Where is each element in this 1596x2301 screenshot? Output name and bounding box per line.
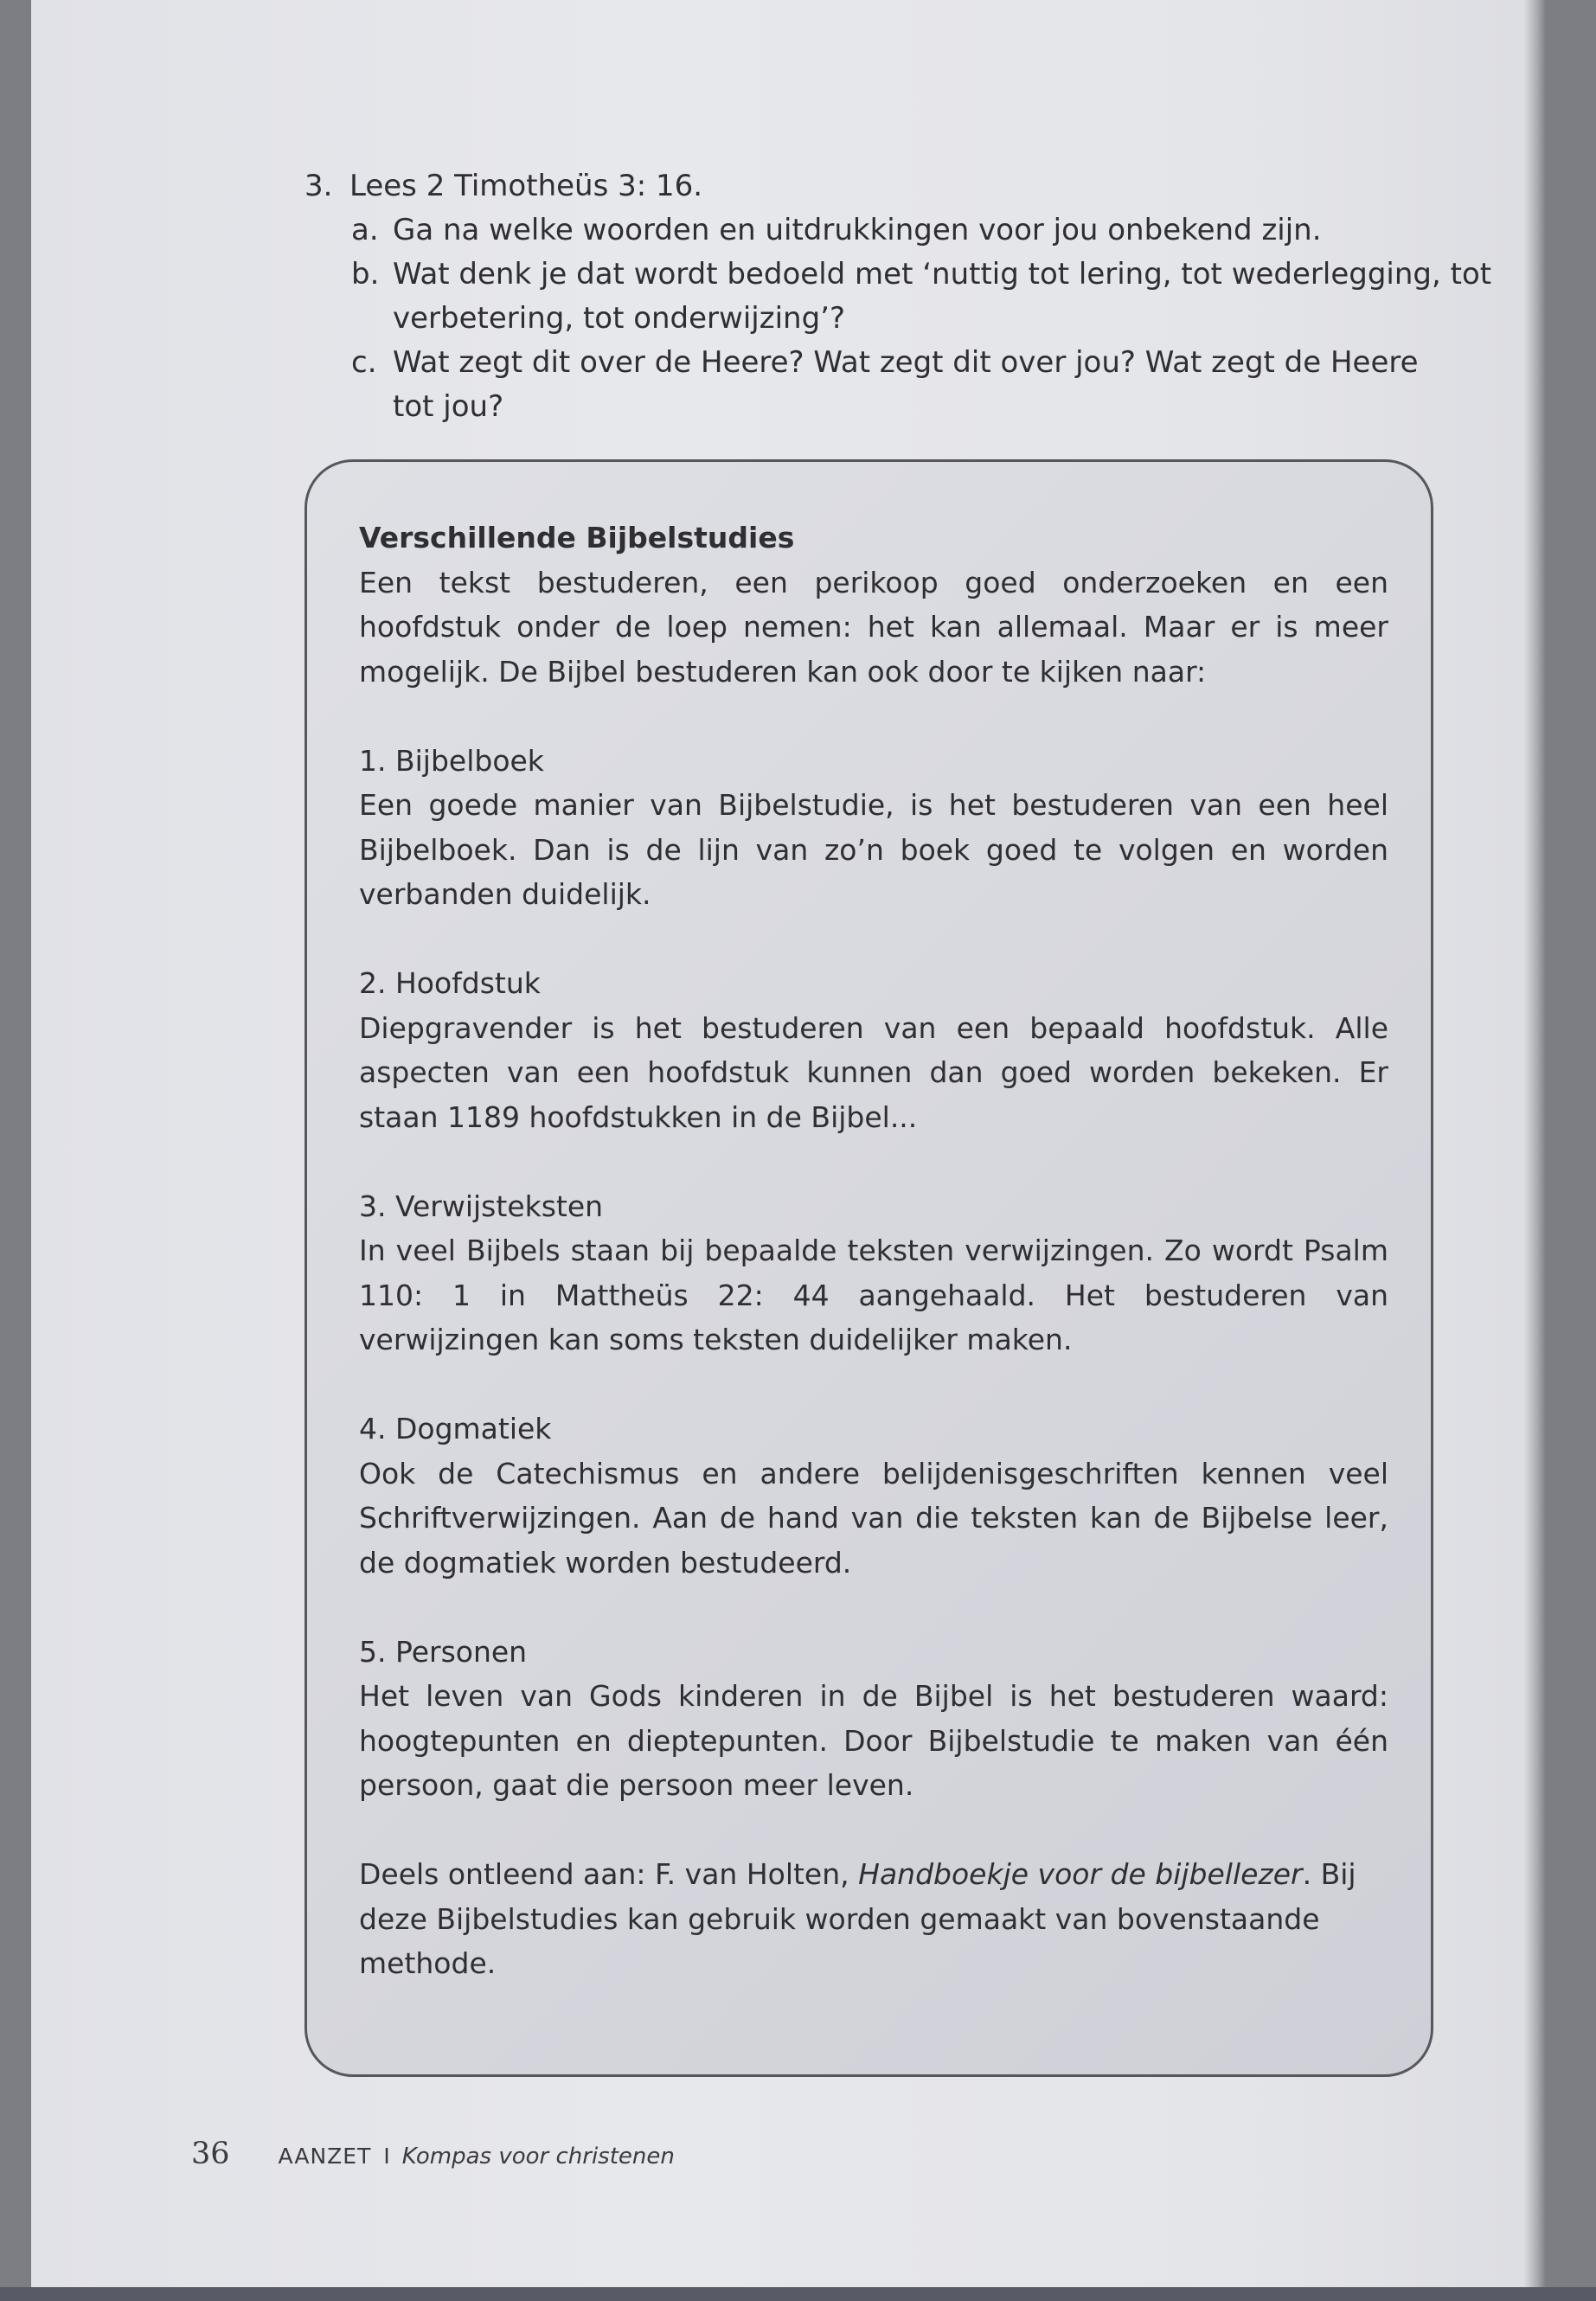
section-text-bijbelboek: Een goede manier van Bijbelstudie, is het bestuderen van een heel Bijbelboek. Dan is de lijn van zo’n boek goed te volgen en worden verbanden duidelijk. — [359, 788, 1388, 911]
series-name: AANZET — [278, 2144, 372, 2169]
section-heading-personen: 5. Personen — [359, 1634, 528, 1669]
page-footer — [191, 2137, 675, 2180]
footer-separator: I — [383, 2144, 390, 2169]
item-text: Wat zegt dit over de Heere? Wat zegt dit over jou? Wat zegt de Heere — [393, 345, 1419, 380]
question-title — [304, 164, 1446, 208]
source-note — [359, 1852, 1388, 1986]
question-item-a — [304, 208, 1446, 253]
question-item-c — [304, 341, 1446, 385]
item-text: Wat denk je dat wordt bedoeld met ‘nuttig tot lering, tot wederlegging, tot — [393, 257, 1492, 292]
box-title: Verschillende Bijbelstudies — [359, 521, 795, 554]
question-item-b — [304, 253, 1492, 297]
item-text: verbetering, tot onderwijzing’? — [393, 301, 846, 336]
item-letter: c. — [351, 345, 377, 380]
question-text: Lees 2 Timotheüs 3: 16. — [349, 169, 703, 203]
section-text-hoofdstuk: Diepgravender is het bestuderen van een bepaald hoofdstuk. Alle aspecten van een hoofdstuk kunnen dan goed worden bekeken. Er staan 1189 hoofdstukken in de Bijbel... — [359, 1010, 1388, 1134]
section-text-dogmatiek: Ook de Catechismus en andere belijdenisgeschriften kennen veel Schriftverwijzingen. Aan de hand van die teksten kan de Bijbelse leer, de dogmatiek worden bestudeerd. — [359, 1456, 1388, 1580]
info-box — [304, 459, 1433, 2077]
box-intro: Een tekst bestuderen, een perikoop goed onderzoeken en een hoofdstuk onder de loep nemen: het kan allemaal. Maar er is meer mogelijk. De Bijbel bestuderen kan ook door te kijken naar: — [359, 565, 1388, 689]
question-number: 3. — [304, 169, 333, 203]
source-prefix: Deels ontleend aan: F. van Holten, — [359, 1857, 859, 1891]
question-item-c-continued — [304, 385, 1446, 429]
spine-shadow — [1524, 0, 1547, 2287]
page-number: 36 — [191, 2137, 230, 2171]
section-heading-dogmatiek: 4. Dogmatiek — [359, 1412, 552, 1445]
source-suffix: . Bij deze Bijbelstudies kan gebruik worden gemaakt van bovenstaande methode. — [359, 1857, 1356, 1980]
section-text-personen: Het leven van Gods kinderen in de Bijbel is het bestuderen waard: hoogtepunten en dieptepunten. Door Bijbelstudie te maken van één persoon, gaat die persoon meer leven. — [359, 1679, 1388, 1802]
item-text: tot jou? — [393, 389, 504, 424]
bottom-edge — [0, 2287, 1596, 2301]
question-3 — [304, 164, 1492, 429]
item-letter: b. — [351, 257, 380, 292]
question-item-b-continued — [304, 297, 1446, 341]
source-book-title: Handboekje voor de bijbellezer — [858, 1857, 1303, 1891]
section-heading-verwijsteksten: 3. Verwijsteksten — [359, 1189, 604, 1223]
item-letter: a. — [351, 213, 379, 247]
item-text: Ga na welke woorden en uitdrukkingen voor jou onbekend zijn. — [393, 213, 1322, 247]
book-subtitle: Kompas voor christenen — [401, 2144, 675, 2170]
section-text-verwijsteksten: In veel Bijbels staan bij bepaalde teksten verwijzingen. Zo wordt Psalm 110: 1 in Mattheüs 22: 44 aangehaald. Het bestuderen van verwijzingen kan soms teksten duidelijker maken. — [359, 1234, 1388, 1356]
info-box-content — [359, 516, 1388, 1986]
section-heading-bijbelboek: 1. Bijbelboek — [359, 743, 544, 778]
section-heading-hoofdstuk: 2. Hoofdstuk — [359, 966, 541, 1000]
